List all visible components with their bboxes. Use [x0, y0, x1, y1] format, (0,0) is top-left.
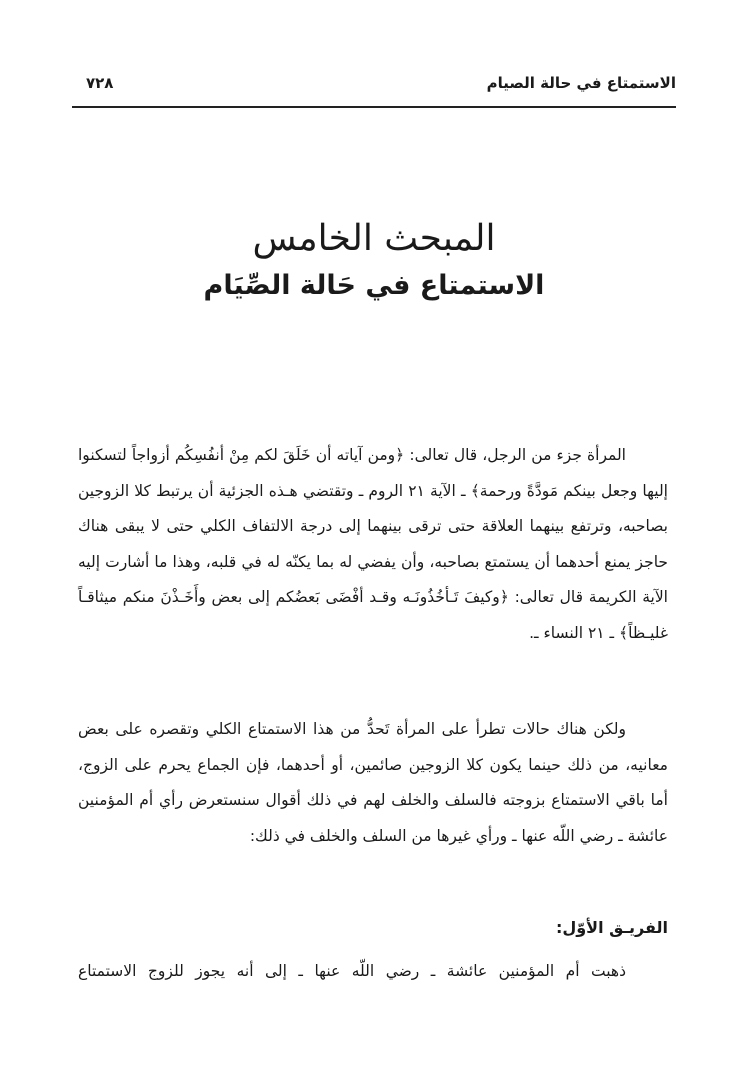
paragraph-text: ولكن هناك حالات تطرأ على المرأة تَحدُّ من هذا الاستمتاع الكلي وتقصره على بعض معانيه، من ذلك حينما يكون كلا الزوجين صائمين، أو أحدهما، فإن الجماع يحرم على الزوج، أما باقي الاستمتاع بزوجته فالسلف والخلف لهم في ذلك أقوال سنستعرض رأي أم المؤمنين عائشة ـ رضي اللّه عنها ـ ورأي غيرها من السلف والخلف في ذلك:: [78, 720, 668, 845]
body-paragraph-2: [78, 712, 668, 854]
chapter-title: الاستمتاع في حَالة الصِّيَام: [203, 270, 545, 301]
subheading: الفريـق الأوّل:: [555, 918, 668, 937]
page-number: ٧٢٨: [86, 74, 114, 92]
body-paragraph-1: [78, 438, 668, 651]
section-label: المبحث الخامس: [252, 218, 496, 259]
body-paragraph-3: ذهبت أم المؤمنين عائشة ـ رضي اللّه عنها ـ إلى أنه يجوز للزوج الاستمتاع: [78, 962, 626, 980]
page-header: [72, 72, 676, 108]
paragraph-text: المرأة جزء من الرجل، قال تعالى: ﴿ومن آياته أن خَلَقَ لكم مِنْ أنفُسِكُم أزواجاً لتسكنوا إليها وجعل بينكم مَودَّةً ورحمة﴾ ـ الآية ٢١ الروم ـ وتقتضي هـذه الجزئية أن يرتبط كلا الزوجين بصاحبه، وترتفع بينهما العلاقة حتى ترقى بينهما إلى درجة الالتفاف الكلي حتى لا يبقى هناك حاجز يمنع أحدهما أن يستمتع بصاحبه، وأن يفضي له بما يكنّه له في قلبه، وهذا ما أشارت إليه الآية الكريمة قال تعالى: ﴿وكيفَ تَـأخُذُونَـه وقـد أفْضَى بَعضُكم إلى بعض وأَخَـذْنَ منكم ميثاقـاً غليـظاً﴾ ـ ٢١ النساء ـ.: [78, 446, 668, 642]
running-title: الاستمتاع في حالة الصيام: [486, 74, 676, 92]
